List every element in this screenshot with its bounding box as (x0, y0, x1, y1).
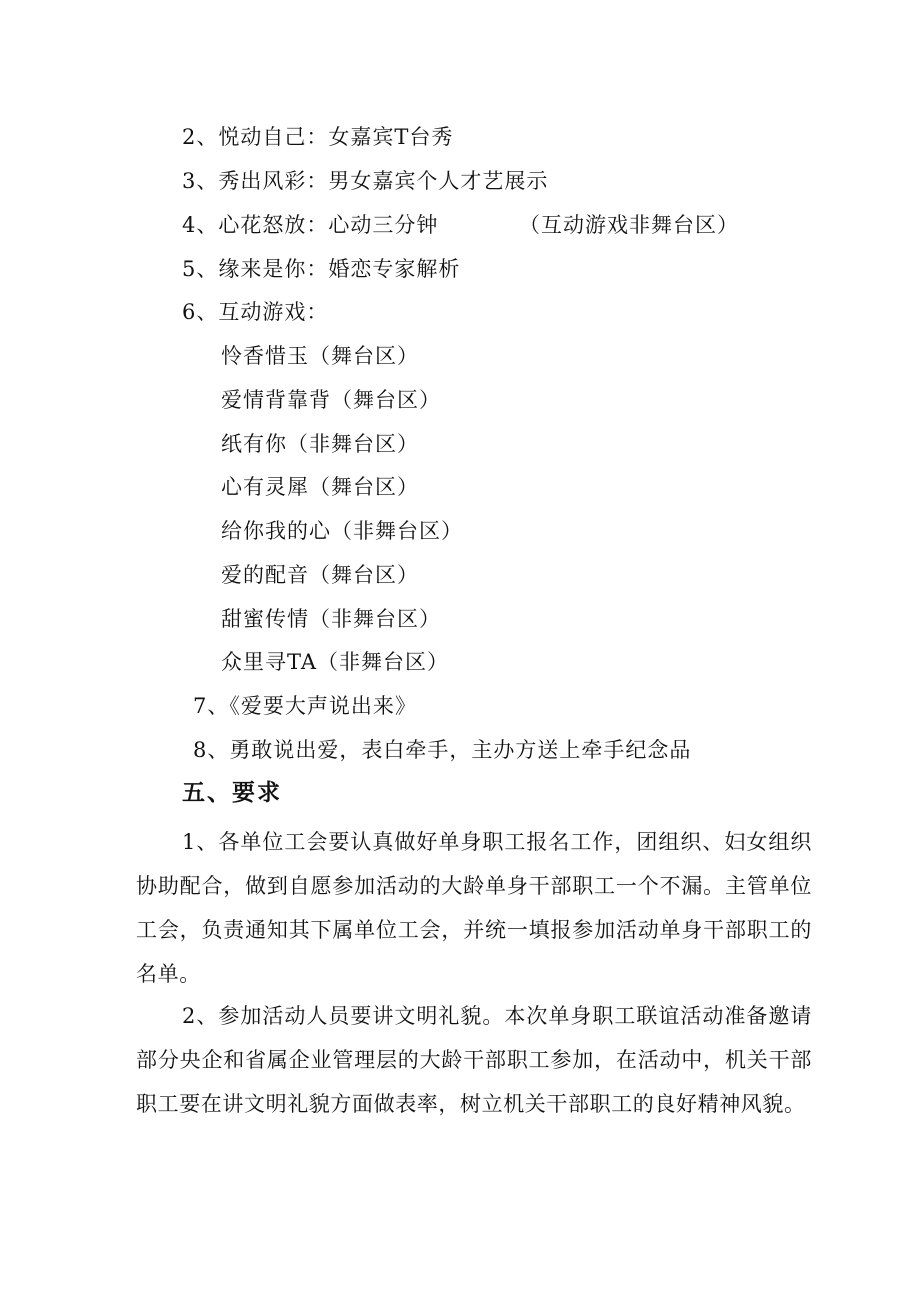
game-item: 爱情背靠背（舞台区） (221, 388, 441, 412)
game-item: 爱的配音（舞台区） (221, 563, 419, 587)
game-item: 众里寻TA（非舞台区） (221, 650, 450, 674)
game-item: 怜香惜玉（舞台区） (221, 344, 419, 368)
program-item-3: 3、秀出风彩：男女嘉宾个人才艺展示 (182, 169, 549, 193)
game-item: 甜蜜传情（非舞台区） (221, 607, 441, 631)
section-heading: 五、要求 (182, 780, 282, 806)
program-item-2: 2、悦动自己：女嘉宾T台秀 (182, 125, 454, 149)
game-item: 给你我的心（非舞台区） (221, 519, 463, 543)
program-item-4-note: （互动游戏非舞台区） (519, 213, 739, 237)
requirement-paragraph-1: 1、各单位工会要认真做好单身职工报名工作，团组织、妇女组织协助配合，做到自愿参加活动的大龄单身干部职工一个不漏。主管单位工会，负责通知其下属单位工会，并统一填报参加活动单身干部职工的名单。 (136, 830, 812, 986)
program-item-8: 8、勇敢说出爱，表白牵手，主办方送上牵手纪念品 (193, 738, 692, 762)
game-item: 纸有你（非舞台区） (221, 432, 419, 456)
requirement-paragraph-2: 2、参加活动人员要讲文明礼貌。本次单身职工联谊活动准备邀请部分央企和省属企业管理层的大龄干部职工参加，在活动中，机关干部职工要在讲文明礼貌方面做表率，树立机关干部职工的良好精神风貌。 (136, 1004, 812, 1116)
game-item: 心有灵犀（舞台区） (221, 475, 419, 499)
program-item-6: 6、互动游戏： (182, 300, 329, 324)
program-item-5: 5、缘来是你：婚恋专家解析 (182, 257, 461, 281)
program-item-4: 4、心花怒放：心动三分钟 (182, 213, 439, 237)
program-item-7: 7、《爱要大声说出来》 (193, 694, 417, 718)
